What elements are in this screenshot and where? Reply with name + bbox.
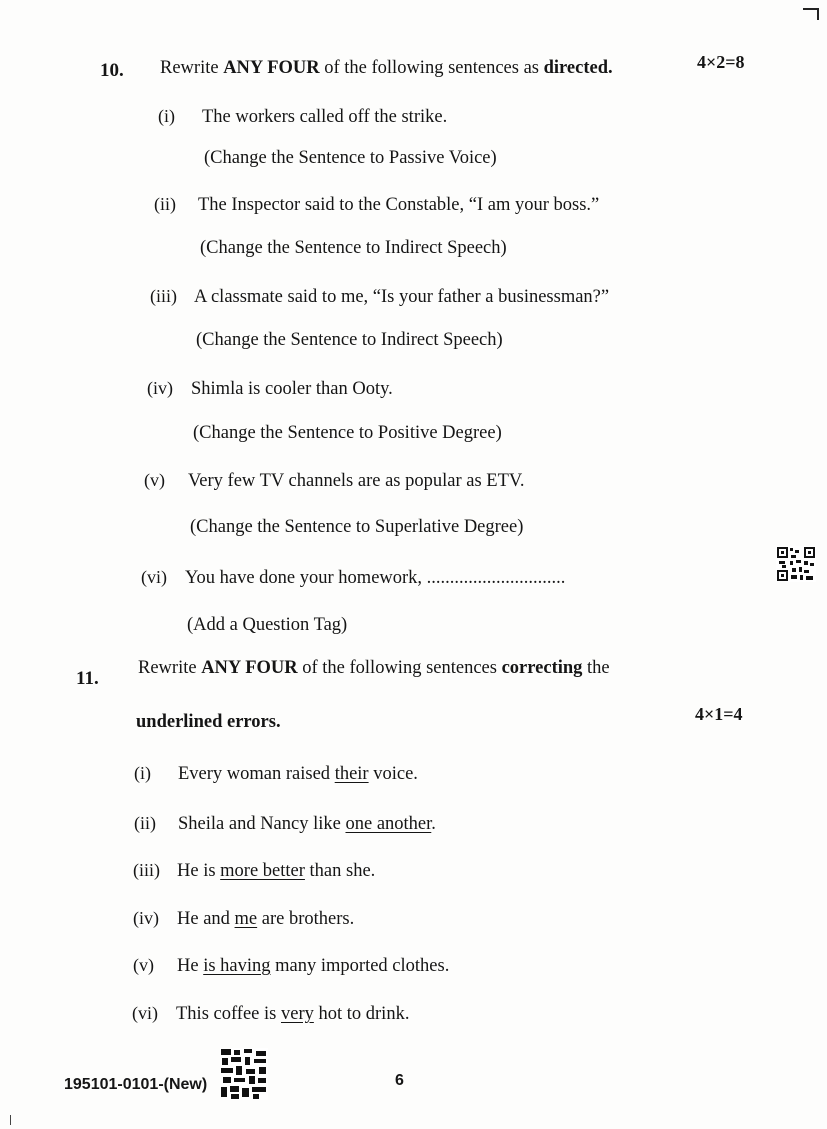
- q10-item-6: (vi) You have done your homework, ..............................: [141, 567, 566, 588]
- margin-tick: [10, 1115, 11, 1125]
- corner-mark: [803, 8, 819, 20]
- q10-marks: 4×2=8: [697, 52, 745, 72]
- q11-instruction-line2: underlined errors.: [136, 712, 281, 732]
- q10-item-6-direction: (Add a Question Tag): [187, 615, 348, 635]
- q11-item-6: (vi) This coffee is very hot to drink.: [132, 1003, 410, 1024]
- q11-item-1: (i) Every woman raised their voice.: [134, 763, 418, 784]
- q10-item-1-direction: (Change the Sentence to Passive Voice): [204, 148, 497, 168]
- barcode-icon: [220, 1048, 268, 1100]
- paper-code: 195101-0101-(New): [64, 1076, 208, 1093]
- q11-item-5: (v) He is having many imported clothes.: [133, 955, 450, 976]
- q11-item-3: (iii) He is more better than she.: [133, 860, 376, 881]
- q10-item-2: (ii) The Inspector said to the Constable, “I am your boss.”: [154, 194, 600, 215]
- q10-item-4: (iv) Shimla is cooler than Ooty.: [147, 378, 393, 399]
- q11-item-4: (iv) He and me are brothers.: [133, 908, 355, 929]
- q11-instruction: Rewrite ANY FOUR of the following sentences correcting the: [138, 658, 610, 678]
- q10-item-5: (v) Very few TV channels are as popular as ETV.: [144, 470, 525, 491]
- q10-item-4-direction: (Change the Sentence to Positive Degree): [193, 423, 502, 443]
- q10-item-1: (i) The workers called off the strike.: [158, 106, 448, 127]
- q11-marks: 4×1=4: [695, 704, 743, 724]
- q10-number: 10.: [100, 60, 124, 81]
- q11-item-2: (ii) Sheila and Nancy like one another.: [134, 813, 436, 834]
- q10-item-3-direction: (Change the Sentence to Indirect Speech): [196, 330, 503, 350]
- q10-item-3: (iii) A classmate said to me, “Is your father a businessman?”: [150, 286, 610, 307]
- qr-code-icon: [776, 546, 816, 582]
- q11-number: 11.: [76, 668, 99, 689]
- q10-item-2-direction: (Change the Sentence to Indirect Speech): [200, 238, 507, 258]
- page-number: 6: [395, 1072, 404, 1089]
- q10-item-5-direction: (Change the Sentence to Superlative Degree): [190, 517, 524, 537]
- q10-instruction: Rewrite ANY FOUR of the following sentences as directed.: [160, 58, 613, 78]
